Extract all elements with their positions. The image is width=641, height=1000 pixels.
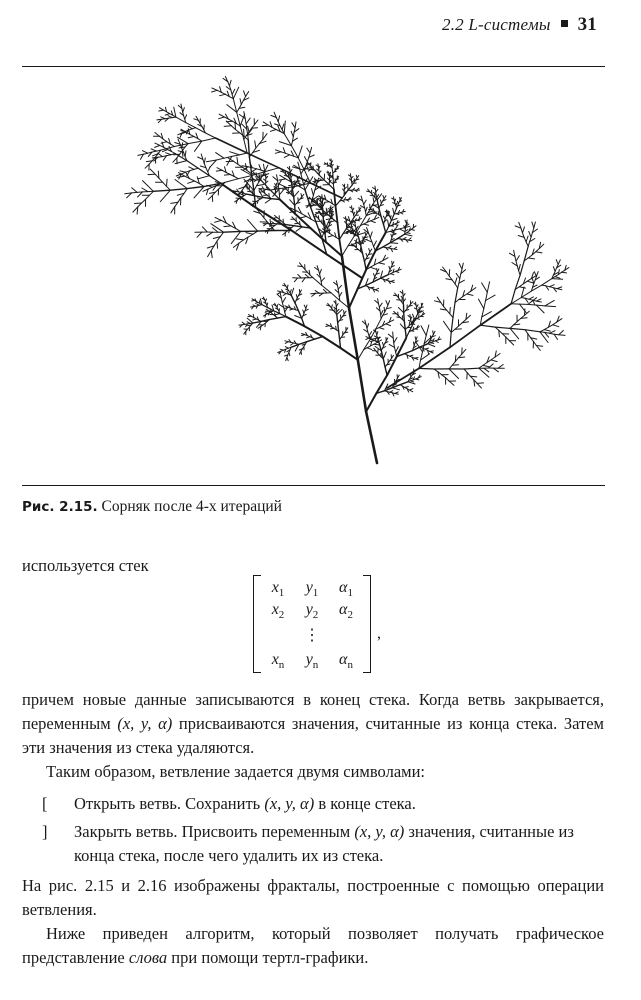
figure-rule: [22, 485, 605, 486]
section-title: 2.2 L-системы: [442, 15, 551, 34]
matrix-cell-xn: $x_n$: [271, 651, 285, 672]
matrix-cell-a1: $\alpha_1$: [339, 579, 353, 600]
matrix-right-bracket: [363, 575, 371, 673]
matrix-left-bracket: [253, 575, 261, 673]
stack-matrix: [253, 575, 381, 673]
matrix-cell-y1: $y_1$: [305, 579, 319, 600]
page-number: 31: [577, 14, 597, 35]
branch-symbol-list: [22, 792, 604, 868]
paragraph-stack-description: причем новые данные записываются в конец стека. Когда ветвь закрывается, переменным (x, y, α) присваиваются значения, считанные из конца стека. Затем эти значения из стека удаляются.: [22, 690, 604, 757]
matrix-vertical-dots: ⋮: [304, 627, 320, 644]
paragraph-algorithm-intro: Ниже приведен алгоритм, который позволяет получать графическое представление слова при помощи тертл-графики.: [22, 924, 604, 967]
list-item: [ Открыть ветвь. Сохранить (x, y, α) в конце стека.: [22, 792, 604, 816]
running-head: [442, 14, 597, 36]
paragraph-stack-intro: используется стек: [22, 556, 149, 575]
weed-fractal-figure: [22, 68, 605, 483]
paragraph-fractals-reference: На рис. 2.15 и 2.16 изображены фракталы, построенные с помощью операции ветвления.: [22, 876, 604, 919]
matrix-comma: ,: [377, 625, 381, 642]
figure-caption-text: Сорняк после 4-х итераций: [101, 498, 282, 515]
matrix-cell-a2: $\alpha_2$: [339, 601, 353, 622]
matrix-cell-y2: $y_2$: [305, 601, 319, 622]
matrix-cell-x2: $x_2$: [271, 601, 285, 622]
list-symbol-open: [: [42, 794, 48, 813]
paragraph-branch-symbols: Таким образом, ветвление задается двумя символами:: [46, 762, 426, 781]
square-bullet-icon: [561, 20, 568, 27]
figure-caption-label: Рис. 2.15.: [22, 499, 98, 515]
list-symbol-close: ]: [42, 822, 48, 841]
matrix-cell-yn: $y_n$: [305, 651, 319, 672]
matrix-cell-an: $\alpha_n$: [339, 651, 353, 672]
figure-caption: [22, 498, 282, 516]
matrix-cell-x1: $x_1$: [271, 579, 285, 600]
list-item: ] Закрыть ветвь. Присвоить переменным (x, y, α) значения, считанные из конца стека, после чего удалить их из стека.: [42, 822, 574, 865]
